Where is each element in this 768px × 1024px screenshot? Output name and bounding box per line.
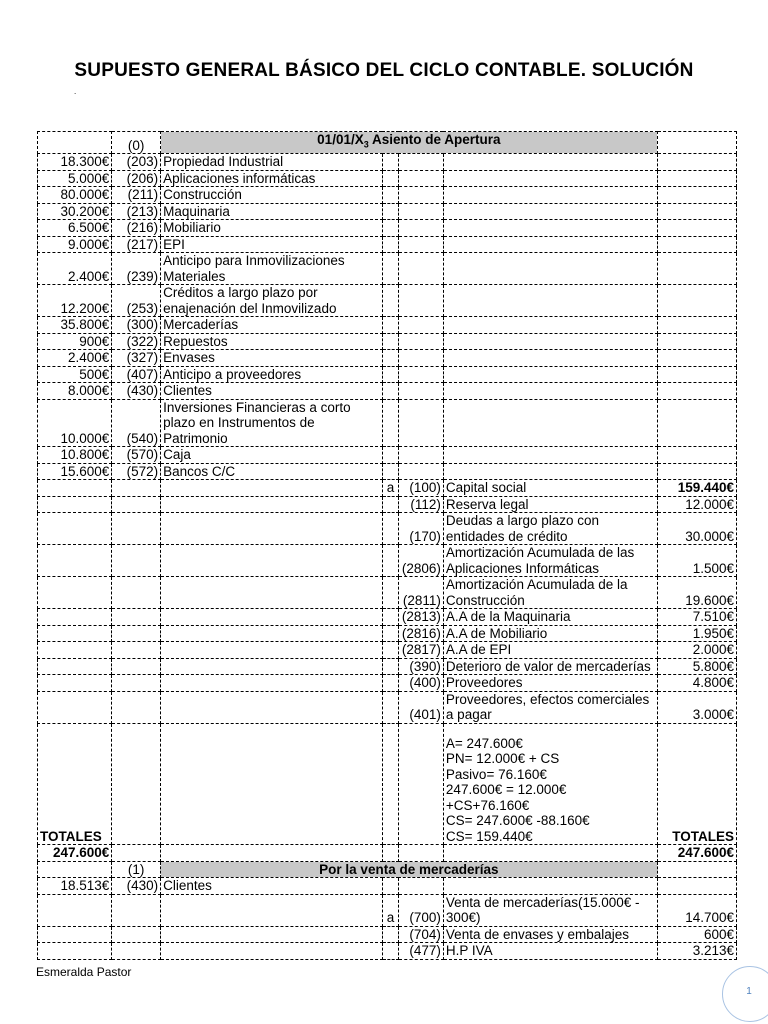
debit-amount: 12.200€ bbox=[38, 285, 112, 317]
calc-line: PN= 12.000€ + CS bbox=[445, 751, 560, 767]
empty-cell bbox=[38, 609, 112, 626]
empty-cell bbox=[657, 132, 736, 154]
account-name: Deterioro de valor de mercaderías bbox=[443, 658, 657, 675]
total-credit: 247.600€ bbox=[657, 845, 736, 862]
account-code: (217) bbox=[112, 236, 161, 253]
account-name: A.A de EPI bbox=[443, 642, 657, 659]
debit-amount: 9.000€ bbox=[38, 236, 112, 253]
empty-cell bbox=[112, 642, 161, 659]
empty-cell bbox=[382, 625, 398, 642]
credit-row bbox=[38, 577, 737, 609]
debit-row bbox=[38, 203, 737, 220]
account-code: (2811) bbox=[399, 577, 444, 609]
account-code: (700) bbox=[399, 894, 444, 926]
empty-cell bbox=[382, 253, 398, 285]
empty-cell bbox=[161, 691, 383, 723]
account-name: Venta de envases y embalajes bbox=[443, 926, 657, 943]
credit-amount: 3.213€ bbox=[657, 943, 736, 960]
account-code: (239) bbox=[112, 253, 161, 285]
empty-cell bbox=[443, 220, 657, 237]
empty-cell bbox=[161, 642, 383, 659]
empty-cell bbox=[399, 236, 444, 253]
empty-cell bbox=[657, 187, 736, 204]
empty-cell bbox=[443, 317, 657, 334]
page-number: 1 bbox=[746, 986, 752, 997]
empty-cell bbox=[443, 463, 657, 480]
empty-cell bbox=[382, 220, 398, 237]
credit-row bbox=[38, 926, 737, 943]
account-name: Propiedad Industrial bbox=[161, 154, 383, 171]
account-name: Aplicaciones informáticas bbox=[161, 170, 383, 187]
empty-cell bbox=[161, 845, 383, 862]
debit-amount: 2.400€ bbox=[38, 350, 112, 367]
empty-cell bbox=[38, 577, 112, 609]
account-name: Clientes bbox=[161, 383, 383, 400]
empty-cell bbox=[38, 926, 112, 943]
empty-cell bbox=[399, 366, 444, 383]
empty-cell bbox=[382, 691, 398, 723]
empty-cell bbox=[38, 480, 112, 497]
account-name: Capital social bbox=[443, 480, 657, 497]
credit-amount: 7.510€ bbox=[657, 609, 736, 626]
account-code: (704) bbox=[399, 926, 444, 943]
empty-cell bbox=[443, 383, 657, 400]
debit-amount: 10.800€ bbox=[38, 447, 112, 464]
empty-cell bbox=[112, 625, 161, 642]
credit-amount: 14.700€ bbox=[657, 894, 736, 926]
empty-cell bbox=[657, 399, 736, 447]
account-code: (206) bbox=[112, 170, 161, 187]
empty-cell bbox=[443, 203, 657, 220]
empty-cell bbox=[112, 943, 161, 960]
empty-cell bbox=[657, 170, 736, 187]
calc-line: CS= 247.600€ -88.160€ bbox=[445, 813, 590, 829]
empty-cell bbox=[382, 577, 398, 609]
debit-row bbox=[38, 170, 737, 187]
a-marker: a bbox=[382, 894, 398, 926]
debit-row bbox=[38, 220, 737, 237]
account-name: Proveedores, efectos comerciales a pagar bbox=[443, 691, 657, 723]
empty-cell bbox=[38, 894, 112, 926]
empty-cell bbox=[112, 675, 161, 692]
credit-row bbox=[38, 545, 737, 577]
credit-amount: 1.500€ bbox=[657, 545, 736, 577]
account-code: (572) bbox=[112, 463, 161, 480]
empty-cell bbox=[399, 399, 444, 447]
account-code: (430) bbox=[112, 878, 161, 895]
empty-cell bbox=[657, 383, 736, 400]
debit-amount: 35.800€ bbox=[38, 317, 112, 334]
empty-cell bbox=[657, 878, 736, 895]
empty-cell bbox=[382, 675, 398, 692]
empty-cell bbox=[399, 333, 444, 350]
credit-row bbox=[38, 625, 737, 642]
empty-cell bbox=[443, 366, 657, 383]
account-name: Caja bbox=[161, 447, 383, 464]
debit-amount: 18.300€ bbox=[38, 154, 112, 171]
account-code: (477) bbox=[399, 943, 444, 960]
stray-mark: . bbox=[74, 87, 77, 96]
empty-cell bbox=[399, 187, 444, 204]
account-code: (213) bbox=[112, 203, 161, 220]
empty-cell bbox=[161, 480, 383, 497]
empty-cell bbox=[161, 943, 383, 960]
empty-cell bbox=[161, 577, 383, 609]
credit-amount: 19.600€ bbox=[657, 577, 736, 609]
credit-row bbox=[38, 480, 737, 497]
debit-amount: 8.000€ bbox=[38, 383, 112, 400]
empty-cell bbox=[112, 926, 161, 943]
debit-row bbox=[38, 399, 737, 447]
account-name: Créditos a largo plazo por enajenación del Inmovilizado bbox=[161, 285, 383, 317]
empty-cell bbox=[38, 496, 112, 513]
empty-cell bbox=[382, 399, 398, 447]
empty-cell bbox=[657, 203, 736, 220]
calc-line: A= 247.600€ bbox=[445, 735, 523, 751]
entry-header-row bbox=[38, 132, 737, 154]
calculation-row bbox=[38, 723, 737, 845]
credit-amount: 3.000€ bbox=[657, 691, 736, 723]
account-name: Proveedores bbox=[443, 675, 657, 692]
credit-amount: 1.950€ bbox=[657, 625, 736, 642]
credit-amount: 5.800€ bbox=[657, 658, 736, 675]
empty-cell bbox=[161, 675, 383, 692]
empty-cell bbox=[38, 675, 112, 692]
empty-cell bbox=[382, 366, 398, 383]
empty-cell bbox=[161, 545, 383, 577]
totals-label: TOTALES bbox=[657, 723, 736, 845]
empty-cell bbox=[443, 285, 657, 317]
heading-year-subscript: 3 bbox=[363, 139, 369, 150]
empty-cell bbox=[657, 253, 736, 285]
account-code: (430) bbox=[112, 383, 161, 400]
credit-amount: 30.000€ bbox=[657, 513, 736, 545]
empty-cell bbox=[399, 317, 444, 334]
empty-cell bbox=[443, 878, 657, 895]
empty-cell bbox=[443, 154, 657, 171]
empty-cell bbox=[38, 691, 112, 723]
empty-cell bbox=[38, 545, 112, 577]
empty-cell bbox=[399, 253, 444, 285]
empty-cell bbox=[38, 625, 112, 642]
account-name: Construcción bbox=[161, 187, 383, 204]
debit-row bbox=[38, 383, 737, 400]
debit-row bbox=[38, 447, 737, 464]
debit-row bbox=[38, 253, 737, 285]
account-name: Venta de mercaderías(15.000€ - 300€) bbox=[443, 894, 657, 926]
empty-cell bbox=[657, 317, 736, 334]
empty-cell bbox=[382, 203, 398, 220]
empty-cell bbox=[382, 845, 398, 862]
account-code: (2806) bbox=[399, 545, 444, 577]
empty-cell bbox=[399, 878, 444, 895]
empty-cell bbox=[38, 658, 112, 675]
account-name: Envases bbox=[161, 350, 383, 367]
totals-label: TOTALES bbox=[38, 723, 112, 845]
credit-amount: 159.440€ bbox=[657, 480, 736, 497]
credit-row bbox=[38, 658, 737, 675]
credit-amount: 2.000€ bbox=[657, 642, 736, 659]
account-name: A.A de Mobiliario bbox=[443, 625, 657, 642]
empty-cell bbox=[382, 609, 398, 626]
empty-cell bbox=[382, 463, 398, 480]
debit-amount: 6.500€ bbox=[38, 220, 112, 237]
journal-table bbox=[37, 131, 737, 960]
empty-cell bbox=[161, 609, 383, 626]
empty-cell bbox=[382, 545, 398, 577]
author-footer: Esmeralda Pastor bbox=[36, 965, 132, 979]
totals-row bbox=[38, 845, 737, 862]
empty-cell bbox=[443, 187, 657, 204]
heading-date: 01/01/X bbox=[317, 132, 364, 147]
account-name: Amortización Acumulada de las Aplicaciones Informáticas bbox=[443, 545, 657, 577]
account-code: (400) bbox=[399, 675, 444, 692]
account-code: (203) bbox=[112, 154, 161, 171]
credit-row bbox=[38, 943, 737, 960]
entry-heading bbox=[161, 132, 658, 154]
debit-amount: 15.600€ bbox=[38, 463, 112, 480]
empty-cell bbox=[112, 894, 161, 926]
entry-heading: Por la venta de mercaderías bbox=[161, 861, 658, 878]
empty-cell bbox=[399, 220, 444, 237]
capital-calculation bbox=[443, 723, 657, 845]
empty-cell bbox=[382, 496, 398, 513]
empty-cell bbox=[112, 658, 161, 675]
empty-cell bbox=[657, 861, 736, 878]
empty-cell bbox=[382, 383, 398, 400]
calc-line: 247.600€ = 12.000€ bbox=[445, 782, 567, 798]
empty-cell bbox=[112, 513, 161, 545]
empty-cell bbox=[443, 170, 657, 187]
debit-amount: 500€ bbox=[38, 366, 112, 383]
empty-cell bbox=[657, 333, 736, 350]
empty-cell bbox=[112, 545, 161, 577]
empty-cell bbox=[161, 625, 383, 642]
account-name: Mobiliario bbox=[161, 220, 383, 237]
empty-cell bbox=[657, 366, 736, 383]
empty-cell bbox=[38, 132, 112, 154]
account-code: (327) bbox=[112, 350, 161, 367]
debit-amount: 900€ bbox=[38, 333, 112, 350]
entry-number: (1) bbox=[112, 861, 161, 878]
account-code: (2817) bbox=[399, 642, 444, 659]
empty-cell bbox=[657, 220, 736, 237]
debit-amount: 18.513€ bbox=[38, 878, 112, 895]
debit-row bbox=[38, 187, 737, 204]
debit-row bbox=[38, 878, 737, 895]
empty-cell bbox=[657, 447, 736, 464]
account-code: (112) bbox=[399, 496, 444, 513]
account-name: Anticipo para Inmovilizaciones Materiales bbox=[161, 253, 383, 285]
empty-cell bbox=[382, 350, 398, 367]
empty-cell bbox=[657, 350, 736, 367]
empty-cell bbox=[382, 285, 398, 317]
calc-line: CS= 159.440€ bbox=[445, 828, 533, 844]
account-code: (300) bbox=[112, 317, 161, 334]
credit-row bbox=[38, 609, 737, 626]
debit-row bbox=[38, 317, 737, 334]
account-name: Clientes bbox=[161, 878, 383, 895]
credit-amount: 12.000€ bbox=[657, 496, 736, 513]
empty-cell bbox=[382, 170, 398, 187]
account-code: (2816) bbox=[399, 625, 444, 642]
empty-cell bbox=[657, 463, 736, 480]
debit-row bbox=[38, 333, 737, 350]
empty-cell bbox=[399, 463, 444, 480]
empty-cell bbox=[112, 609, 161, 626]
credit-row bbox=[38, 894, 737, 926]
empty-cell bbox=[399, 383, 444, 400]
debit-amount: 5.000€ bbox=[38, 170, 112, 187]
empty-cell bbox=[38, 642, 112, 659]
empty-cell bbox=[382, 317, 398, 334]
empty-cell bbox=[112, 691, 161, 723]
debit-row bbox=[38, 285, 737, 317]
debit-row bbox=[38, 236, 737, 253]
empty-cell bbox=[382, 236, 398, 253]
account-name: Maquinaria bbox=[161, 203, 383, 220]
empty-cell bbox=[382, 447, 398, 464]
heading-text: Asiento de Apertura bbox=[368, 132, 501, 147]
empty-cell bbox=[382, 333, 398, 350]
empty-cell bbox=[399, 350, 444, 367]
empty-cell bbox=[112, 845, 161, 862]
credit-row bbox=[38, 675, 737, 692]
account-code: (2813) bbox=[399, 609, 444, 626]
empty-cell bbox=[161, 513, 383, 545]
document-title: SUPUESTO GENERAL BÁSICO DEL CICLO CONTABLE. SOLUCIÓN bbox=[74, 60, 694, 81]
account-name: Reserva legal bbox=[443, 496, 657, 513]
account-name: Deudas a largo plazo con entidades de crédito bbox=[443, 513, 657, 545]
debit-row bbox=[38, 366, 737, 383]
account-code: (540) bbox=[112, 399, 161, 447]
account-code: (570) bbox=[112, 447, 161, 464]
empty-cell bbox=[382, 513, 398, 545]
account-name: EPI bbox=[161, 236, 383, 253]
account-name: Inversiones Financieras a corto plazo en Instrumentos de Patrimonio bbox=[161, 399, 383, 447]
empty-cell bbox=[399, 170, 444, 187]
account-code: (407) bbox=[112, 366, 161, 383]
account-code: (390) bbox=[399, 658, 444, 675]
empty-cell bbox=[443, 253, 657, 285]
empty-cell bbox=[382, 658, 398, 675]
credit-amount: 4.800€ bbox=[657, 675, 736, 692]
empty-cell bbox=[161, 926, 383, 943]
empty-cell bbox=[657, 154, 736, 171]
empty-cell bbox=[657, 236, 736, 253]
empty-cell bbox=[443, 333, 657, 350]
empty-cell bbox=[382, 723, 398, 845]
account-code: (100) bbox=[399, 480, 444, 497]
account-name: Repuestos bbox=[161, 333, 383, 350]
entry-header-row bbox=[38, 861, 737, 878]
total-debit: 247.600€ bbox=[38, 845, 112, 862]
entry-number: (0) bbox=[112, 132, 161, 154]
empty-cell bbox=[399, 285, 444, 317]
empty-cell bbox=[443, 350, 657, 367]
empty-cell bbox=[399, 723, 444, 845]
empty-cell bbox=[382, 187, 398, 204]
empty-cell bbox=[112, 723, 161, 845]
empty-cell bbox=[382, 154, 398, 171]
empty-cell bbox=[161, 658, 383, 675]
credit-row bbox=[38, 642, 737, 659]
empty-cell bbox=[112, 577, 161, 609]
credit-amount: 600€ bbox=[657, 926, 736, 943]
account-code: (401) bbox=[399, 691, 444, 723]
empty-cell bbox=[399, 447, 444, 464]
account-name: Amortización Acumulada de la Construcción bbox=[443, 577, 657, 609]
account-name: Bancos C/C bbox=[161, 463, 383, 480]
account-name: Anticipo a proveedores bbox=[161, 366, 383, 383]
debit-row bbox=[38, 350, 737, 367]
empty-cell bbox=[38, 943, 112, 960]
empty-cell bbox=[382, 926, 398, 943]
empty-cell bbox=[399, 154, 444, 171]
empty-cell bbox=[38, 861, 112, 878]
empty-cell bbox=[657, 285, 736, 317]
empty-cell bbox=[112, 480, 161, 497]
debit-amount: 30.200€ bbox=[38, 203, 112, 220]
empty-cell bbox=[443, 845, 657, 862]
empty-cell bbox=[399, 845, 444, 862]
empty-cell bbox=[443, 399, 657, 447]
empty-cell bbox=[112, 496, 161, 513]
empty-cell bbox=[443, 447, 657, 464]
empty-cell bbox=[399, 203, 444, 220]
debit-row bbox=[38, 463, 737, 480]
empty-cell bbox=[382, 642, 398, 659]
empty-cell bbox=[382, 878, 398, 895]
account-name: Mercaderías bbox=[161, 317, 383, 334]
credit-row bbox=[38, 496, 737, 513]
account-code: (216) bbox=[112, 220, 161, 237]
a-marker: a bbox=[382, 480, 398, 497]
account-code: (253) bbox=[112, 285, 161, 317]
empty-cell bbox=[382, 943, 398, 960]
calc-line: +CS+76.160€ bbox=[445, 797, 530, 813]
credit-row bbox=[38, 691, 737, 723]
empty-cell bbox=[161, 894, 383, 926]
credit-row bbox=[38, 513, 737, 545]
debit-amount: 2.400€ bbox=[38, 253, 112, 285]
account-name: A.A de la Maquinaria bbox=[443, 609, 657, 626]
debit-amount: 10.000€ bbox=[38, 399, 112, 447]
empty-cell bbox=[38, 513, 112, 545]
empty-cell bbox=[443, 236, 657, 253]
account-code: (170) bbox=[399, 513, 444, 545]
account-code: (211) bbox=[112, 187, 161, 204]
account-name: H.P IVA bbox=[443, 943, 657, 960]
debit-row bbox=[38, 154, 737, 171]
empty-cell bbox=[161, 496, 383, 513]
empty-cell bbox=[161, 723, 383, 845]
calc-line: Pasivo= 76.160€ bbox=[445, 766, 547, 782]
account-code: (322) bbox=[112, 333, 161, 350]
debit-amount: 80.000€ bbox=[38, 187, 112, 204]
